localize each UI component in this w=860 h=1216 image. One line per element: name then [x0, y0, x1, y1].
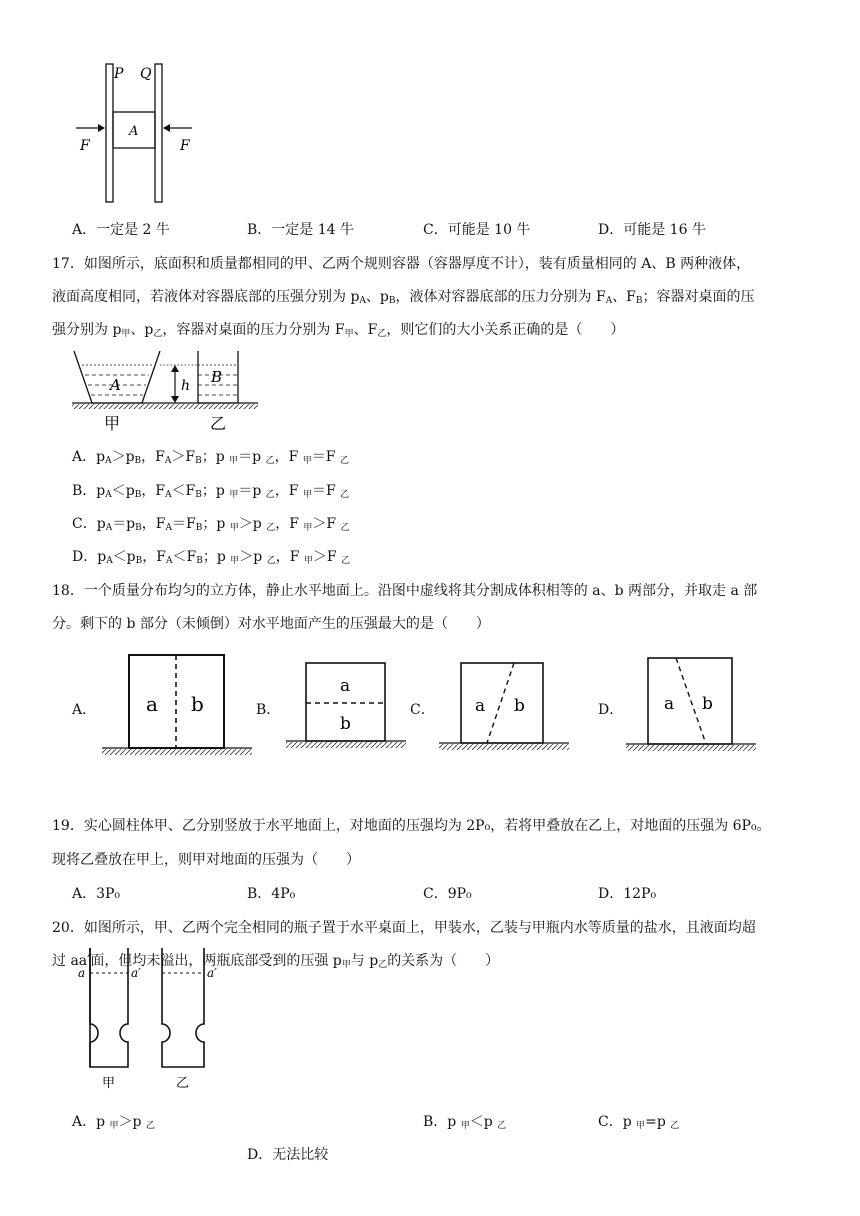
q20-option-c: C．p $_甲$=p $_乙$: [598, 1114, 680, 1131]
container-yi-label: 乙: [210, 414, 227, 433]
q20-figure: [70, 940, 230, 1090]
part-b-label: b: [514, 696, 525, 716]
q16-option-d: D．可能是 16 牛: [598, 222, 706, 238]
force-left-label: F: [80, 138, 90, 154]
q17-stem-line1: 17．如图所示，底面积和质量都相同的甲、乙两个规则容器（容器厚度不计），装有质量相同的 A、B 两种液体，: [52, 256, 751, 272]
q18-option-c-letter: C．: [410, 702, 435, 718]
q18-option-d-letter: D．: [598, 702, 624, 718]
q17-stem-line2: 液面高度相同，若液体对容器底部的压强分别为 $p_A$、$p_B$，液体对容器底部的压力分别为 $F_A$、$F_B$；容器对桌面的压: [52, 289, 755, 306]
q18-option-c-figure: [437, 660, 572, 752]
q19-option-c: C．9P₀: [423, 886, 472, 902]
q16-option-c: C．可能是 10 牛: [423, 222, 531, 238]
q17-option-a: A．$p_A>p_B$，$F_A>F_B$；p $_甲$＝p $_乙$，F $_甲$＝F $_乙$: [72, 449, 349, 466]
part-b-label: b: [340, 714, 351, 734]
yi-a-prime-label: a′: [207, 966, 217, 980]
q18-stem-line2: 分。剩下的 b 部分（未倾倒）对水平地面产生的压强最大的是（ ）: [52, 616, 490, 632]
block-a-label: A: [129, 124, 139, 139]
q16-option-a: A．一定是 2 牛: [72, 222, 170, 238]
liquid-a-label: A: [110, 376, 121, 394]
q19-option-d: D．12P₀: [598, 886, 657, 902]
q20-option-b: B．p $_甲$＜p $_乙$: [423, 1114, 507, 1131]
q17-option-c: C．$p_A=p_B$，$F_A=F_B$；p $_甲$＞p $_乙$，F $_甲$＞F $_乙$: [72, 516, 350, 533]
part-a-label: a: [146, 692, 158, 716]
force-right-label: F: [180, 138, 190, 154]
q18-option-b-letter: B．: [256, 702, 281, 718]
plate-p-label: P: [114, 66, 124, 82]
q20-stem-line2: 过 aa′面，但均未溢出，两瓶底部受到的压强 $p_甲$与 $p_乙$的关系为（ ）: [52, 953, 500, 970]
q19-option-b: B．4P₀: [247, 886, 296, 902]
part-a-label: a: [340, 676, 351, 696]
q18-option-d-figure: [624, 655, 759, 753]
part-a-label: a: [475, 696, 486, 716]
q16-option-b: B．一定是 14 牛: [247, 222, 355, 238]
q18-stem-line1: 18．一个质量分布均匀的立方体，静止水平地面上。沿图中虚线将其分割成体积相等的 a、b 两部分，并取走 a 部: [52, 583, 758, 599]
plate-q-label: Q: [140, 66, 152, 82]
q17-figure: [68, 345, 263, 435]
q18-option-b-figure: [284, 660, 409, 752]
q18-option-a-letter: A．: [72, 702, 97, 718]
bottle-yi-label: 乙: [176, 1076, 190, 1090]
q17-option-d: D．$p_A<p_B$，$F_A<F_B$；p $_甲$＞p $_乙$，F $_甲$＞F $_乙$: [72, 549, 351, 566]
q17-stem-line3: 强分别为 $p_甲$、$p_乙$，容器对桌面的压力分别为 $F_甲$、$F_乙$，则它们的大小关系正确的是（ ）: [52, 322, 625, 339]
part-b-label: b: [702, 694, 713, 714]
q18-option-a-figure: [100, 650, 255, 762]
q19-stem-line2: 现将乙叠放在甲上，则甲对地面的压强为（ ）: [52, 852, 360, 868]
q20-option-a: A．p $_甲$＞p $_乙$: [72, 1114, 155, 1131]
q20-stem-line1: 20．如图所示，甲、乙两个完全相同的瓶子置于水平桌面上，甲装水，乙装与甲瓶内水等质量的盐水，且液面均超: [52, 920, 756, 936]
q19-option-a: A．3P₀: [72, 886, 121, 902]
liquid-b-label: B: [211, 368, 223, 386]
container-jia-label: 甲: [104, 414, 121, 433]
q17-option-b: B．$p_A<p_B$，$F_A<F_B$；p $_甲$＝p $_乙$，F $_甲$＝F $_乙$: [72, 483, 350, 500]
height-h-label: h: [181, 378, 191, 394]
q20-option-d: D．无法比较: [247, 1147, 329, 1163]
bottle-jia-label: 甲: [102, 1076, 116, 1090]
q16-figure: [70, 58, 200, 206]
jia-a-prime-label: a′: [131, 966, 141, 980]
part-a-label: a: [664, 694, 675, 714]
jia-a-label: a: [78, 966, 86, 980]
part-b-label: b: [191, 692, 204, 716]
q19-stem-line1: 19．实心圆柱体甲、乙分别竖放于水平地面上，对地面的压强均为 2P₀，若将甲叠放在乙上，对地面的压强为 6P₀。: [52, 818, 771, 834]
